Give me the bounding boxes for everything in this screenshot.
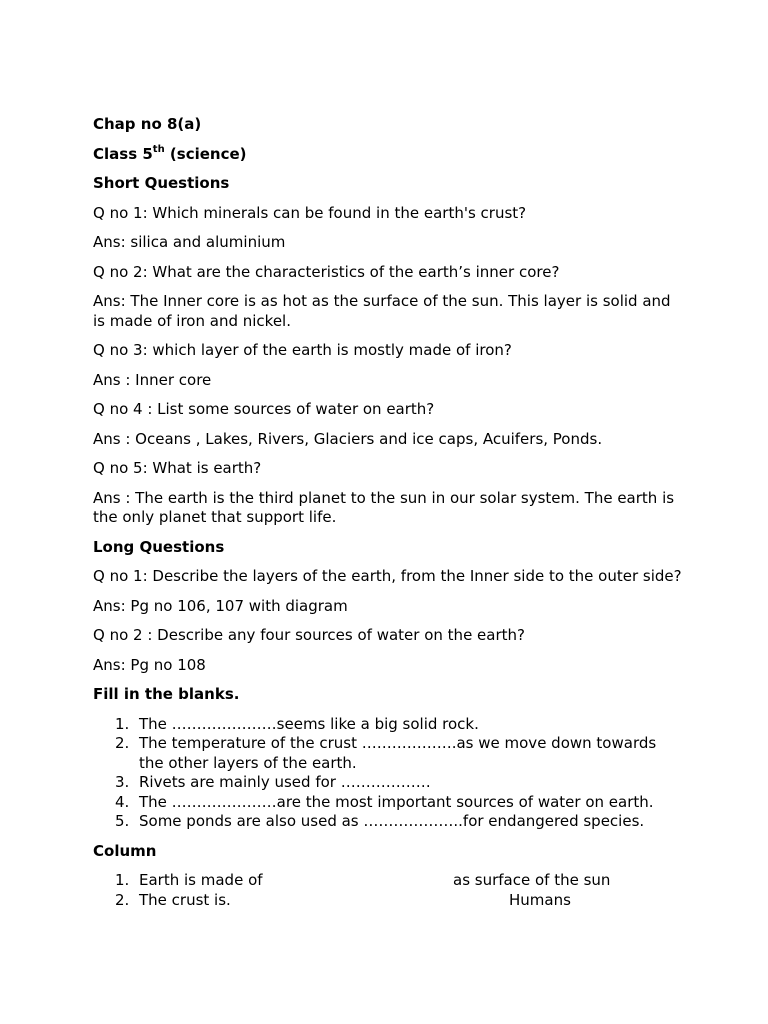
list-number: 5. bbox=[115, 812, 130, 830]
column-list bbox=[93, 871, 683, 910]
list-number: 4. bbox=[115, 792, 130, 811]
list-item-text: The temperature of the crust ……………….as we move down towards the other layers of the earth. bbox=[139, 734, 657, 772]
column-left-text: Earth is made of bbox=[139, 871, 263, 889]
class-superscript: th bbox=[152, 143, 165, 155]
short-question-1: Q no 1: Which minerals can be found in the earth's crust? bbox=[93, 203, 527, 222]
fill-blanks-list bbox=[93, 715, 683, 832]
column-row bbox=[93, 891, 683, 911]
short-question-4: Q no 4 : List some sources of water on earth? bbox=[93, 400, 435, 418]
list-item bbox=[93, 793, 683, 813]
list-number: 1. bbox=[115, 714, 130, 733]
list-item bbox=[93, 715, 683, 735]
list-number: 3. bbox=[115, 773, 130, 791]
column-row bbox=[93, 871, 683, 891]
list-number: 1. bbox=[115, 871, 130, 889]
column-right-text: Humans bbox=[509, 890, 571, 909]
long-answer-1: Ans: Pg no 106, 107 with diagram bbox=[93, 596, 348, 615]
short-answer-1: Ans: silica and aluminium bbox=[93, 233, 286, 251]
short-question-3: Q no 3: which layer of the earth is mostly made of iron? bbox=[93, 341, 512, 359]
list-item bbox=[93, 734, 683, 773]
column-left-text: The crust is. bbox=[139, 890, 231, 909]
list-number: 2. bbox=[115, 734, 130, 752]
short-answer-5: Ans : The earth is the third planet to the sun in our solar system. The earth is the only planet that support life. bbox=[93, 488, 675, 526]
class-prefix: Class 5 bbox=[93, 144, 153, 163]
list-item-text: Rivets are mainly used for ……………… bbox=[139, 773, 431, 791]
document-page bbox=[93, 115, 683, 920]
list-item bbox=[93, 773, 683, 793]
list-item bbox=[93, 812, 683, 832]
long-question-1: Q no 1: Describe the layers of the earth, from the Inner side to the outer side? bbox=[93, 567, 682, 585]
fill-blanks-heading: Fill in the blanks. bbox=[93, 685, 240, 703]
list-item-text: The …………………seems like a big solid rock. bbox=[139, 714, 479, 733]
column-heading: Column bbox=[93, 841, 157, 860]
short-question-5: Q no 5: What is earth? bbox=[93, 459, 262, 477]
class-title bbox=[93, 145, 683, 165]
short-questions-heading: Short Questions bbox=[93, 174, 230, 192]
chapter-title: Chap no 8(a) bbox=[93, 115, 202, 133]
list-item-text: Some ponds are also used as ………………..for endangered species. bbox=[139, 812, 645, 830]
short-answer-4: Ans : Oceans , Lakes, Rivers, Glaciers and ice caps, Acuifers, Ponds. bbox=[93, 429, 603, 448]
list-item-text: The …………………are the most important sources of water on earth. bbox=[139, 792, 654, 811]
short-answer-2: Ans: The Inner core is as hot as the surface of the sun. This layer is solid and is made of iron and nickel. bbox=[93, 292, 671, 330]
long-question-2: Q no 2 : Describe any four sources of water on the earth? bbox=[93, 626, 525, 644]
list-number: 2. bbox=[115, 890, 130, 909]
long-answer-2: Ans: Pg no 108 bbox=[93, 655, 206, 674]
short-answer-3: Ans : Inner core bbox=[93, 370, 212, 389]
short-question-2: Q no 2: What are the characteristics of the earth’s inner core? bbox=[93, 262, 560, 281]
column-right-text: as surface of the sun bbox=[453, 871, 611, 889]
class-suffix: (science) bbox=[164, 144, 247, 163]
long-questions-heading: Long Questions bbox=[93, 537, 225, 556]
